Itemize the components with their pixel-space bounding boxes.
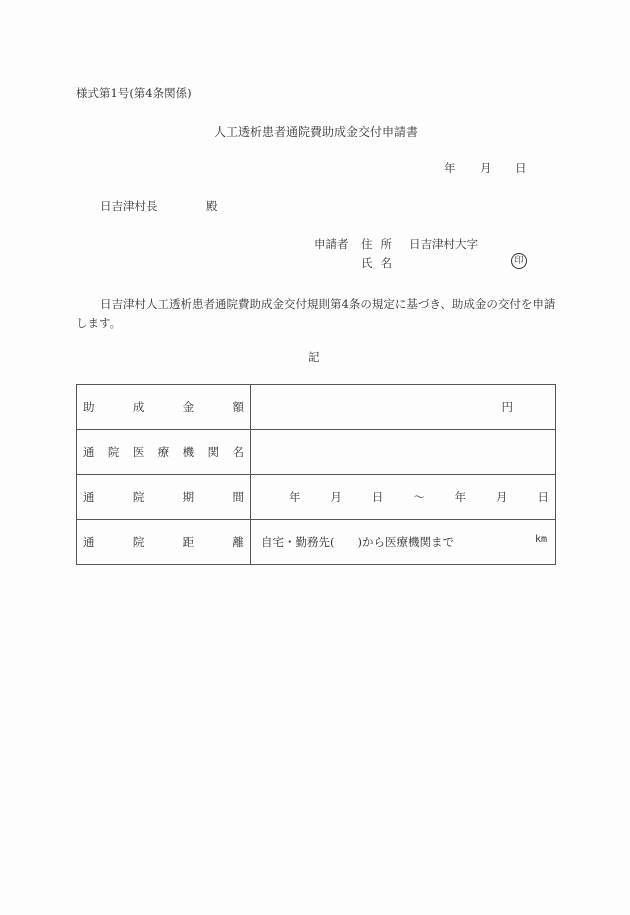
form-number: 様式第1号(第4条関係) [76, 86, 192, 100]
visit-distance-field[interactable] [251, 520, 556, 565]
period-end-day: 日 [537, 490, 549, 504]
visit-period-field[interactable] [251, 475, 556, 520]
label-visit-distance [77, 520, 251, 565]
table-row-visit-period [77, 475, 556, 520]
label-subsidy-amount [77, 385, 251, 430]
label-char: 院 [132, 535, 145, 549]
table-row-visit-distance [77, 520, 556, 565]
seal-icon: 印 [511, 253, 527, 269]
distance-description: 自宅・勤務先( )から医療機関まで [261, 535, 454, 549]
addressee-name: 日吉津村長 [100, 199, 158, 213]
label-char: 距 [182, 535, 195, 549]
period-separator: ～ [413, 490, 425, 504]
application-details-table [76, 384, 556, 565]
label-char: 療 [157, 445, 170, 459]
label-char: 通 [83, 445, 95, 459]
label-char: 院 [132, 490, 145, 504]
label-char: 関 [207, 445, 220, 459]
period-start-month: 月 [330, 490, 342, 504]
table-row-medical-institution [77, 430, 556, 475]
period-start-day: 日 [371, 490, 384, 504]
label-medical-institution [77, 430, 251, 475]
medical-institution-field[interactable] [251, 430, 556, 475]
label-char: 院 [107, 445, 120, 459]
label-char: 助 [83, 400, 95, 414]
label-char: 医 [132, 445, 145, 459]
yen-unit: 円 [501, 400, 513, 414]
address-label: 住所 [361, 237, 400, 251]
km-unit: km [534, 534, 547, 545]
period-end-month: 月 [496, 490, 508, 504]
label-visit-period [77, 475, 251, 520]
addressee-honorific: 殿 [206, 199, 218, 213]
label-char: 間 [232, 490, 244, 504]
label-char: 期 [182, 490, 195, 504]
application-statement: 日吉津村人工透析患者通院費助成金交付規則第4条の規定に基づき、助成金の交付を申請します。 [76, 297, 556, 330]
applicant-label: 申請者 [314, 237, 349, 251]
date-month-label: 月 [480, 161, 492, 175]
label-char: 離 [232, 535, 244, 549]
address-value: 日吉津村大字 [409, 237, 478, 251]
label-char: 金 [182, 400, 195, 414]
label-char: 通 [83, 490, 95, 504]
date-day-label: 日 [515, 161, 527, 175]
subsidy-amount-field[interactable] [251, 385, 556, 430]
period-end-year: 年 [454, 490, 467, 504]
name-label: 氏名 [361, 256, 400, 270]
record-label: 記 [308, 350, 320, 364]
period-start-year: 年 [289, 490, 301, 504]
label-char: 機 [182, 445, 195, 459]
label-char: 額 [232, 400, 244, 414]
table-row-subsidy-amount [77, 385, 556, 430]
document-title: 人工透析患者通院費助成金交付申請書 [214, 125, 419, 139]
date-year-label: 年 [444, 161, 456, 175]
label-char: 成 [132, 400, 145, 414]
label-char: 通 [83, 535, 95, 549]
label-char: 名 [232, 445, 244, 459]
